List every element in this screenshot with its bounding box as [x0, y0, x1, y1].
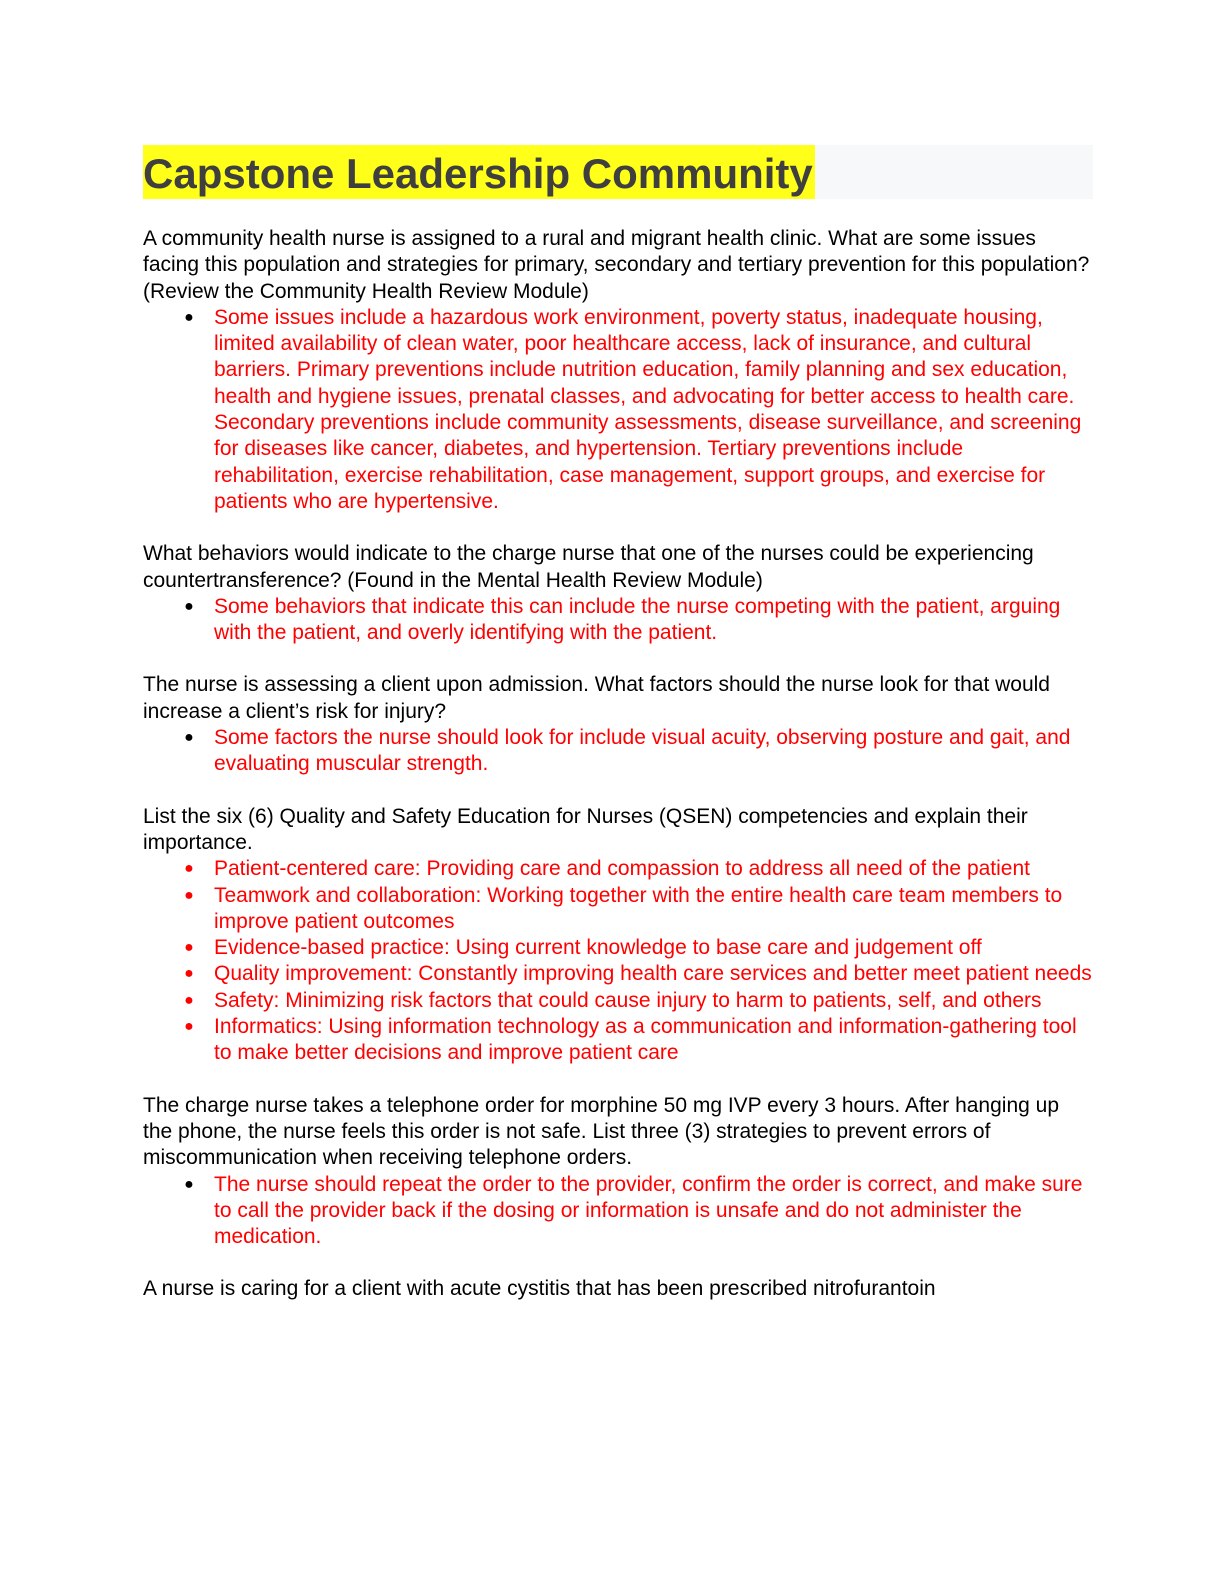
- qa-section: [143, 226, 1093, 515]
- answer-text: Informatics: Using information technology as a communication and information-gathering tool to make better decisions and improve patient care: [214, 1015, 1077, 1065]
- answer-item: [184, 305, 1093, 515]
- question-text: A nurse is caring for a client with acute cystitis that has been prescribed nitrofurantoin: [143, 1277, 936, 1301]
- qa-section: [143, 1093, 1093, 1251]
- answer-item: [184, 594, 1093, 647]
- qa-section: [143, 672, 1093, 777]
- question-text: The nurse is assessing a client upon admission. What factors should the nurse look for that would increase a client’s risk for injury?: [143, 673, 1050, 723]
- question-text: The charge nurse takes a telephone order for morphine 50 mg IVP every 3 hours. After hanging up the phone, the nurse feels this order is not safe. List three (3) strategies to prevent errors of miscommunication when receiving telephone orders.: [143, 1093, 1060, 1170]
- question-text: List the six (6) Quality and Safety Education for Nurses (QSEN) competencies and explain their importance.: [143, 804, 1028, 854]
- answer-item: [184, 935, 1093, 961]
- answer-item: [184, 1014, 1093, 1067]
- bullet-dot-icon: ●: [184, 597, 194, 615]
- bullet-dot-icon: ●: [184, 939, 194, 957]
- bullet-dot-icon: ●: [184, 308, 194, 326]
- answer-item: [184, 883, 1093, 936]
- bullet-dot-icon: ●: [184, 965, 194, 983]
- title-row: [143, 145, 1093, 199]
- document-body: [143, 226, 1093, 1303]
- answer-text: Some issues include a hazardous work environment, poverty status, inadequate housing, limited availability of clean water, poor healthcare access, lack of insurance, and cultural barriers. Primary preventions include nutrition education, family planning and sex education, health and hygiene issues, prenatal classes, and advocating for better access to health care. Secondary preventions include community assessments, disease surveillance, and screening for diseases like cancer, diabetes, and hypertension. Tertiary preventions include rehabilitation, exercise rehabilitation, case management, support groups, and exercise for patients who are hypertensive.: [214, 305, 1082, 513]
- answer-list: [143, 1172, 1093, 1251]
- answer-text: Evidence-based practice: Using current knowledge to base care and judgement off: [214, 936, 982, 960]
- qa-section: [143, 1276, 1093, 1302]
- answer-item: [184, 1172, 1093, 1251]
- answer-text: Some factors the nurse should look for include visual acuity, observing posture and gait, and evaluating muscular strength.: [214, 726, 1071, 776]
- answer-text: Patient-centered care: Providing care and compassion to address all need of the patient: [214, 857, 1030, 881]
- answer-text: Quality improvement: Constantly improving health care services and better meet patient needs: [214, 962, 1092, 986]
- qa-section: [143, 541, 1093, 646]
- bullet-dot-icon: ●: [184, 860, 194, 878]
- question-text: What behaviors would indicate to the charge nurse that one of the nurses could be experiencing countertransference? (Found in the Mental Health Review Module): [143, 542, 1034, 592]
- answer-text: Teamwork and collaboration: Working together with the entire health care team members to improve patient outcomes: [214, 883, 1063, 933]
- answer-text: Some behaviors that indicate this can include the nurse competing with the patient, arguing with the patient, and overly identifying with the patient.: [214, 594, 1061, 645]
- document-page: [143, 145, 1093, 1329]
- answer-item: [184, 988, 1093, 1014]
- answer-text: The nurse should repeat the order to the provider, confirm the order is correct, and make sure to call the provider back if the dosing or information is unsafe and do not administer the medication.: [214, 1172, 1083, 1249]
- bullet-dot-icon: ●: [184, 1175, 194, 1193]
- answer-item: [184, 961, 1093, 987]
- qa-section: [143, 804, 1093, 1067]
- bullet-dot-icon: ●: [184, 886, 194, 904]
- answer-item: [184, 725, 1093, 778]
- bullet-dot-icon: ●: [184, 1018, 194, 1036]
- answer-list: [143, 594, 1093, 647]
- bullet-dot-icon: ●: [184, 729, 194, 747]
- bullet-dot-icon: ●: [184, 991, 194, 1009]
- answer-list: [143, 856, 1093, 1066]
- question-text: A community health nurse is assigned to a rural and migrant health clinic. What are some issues facing this population and strategies for primary, secondary and tertiary prevention for this population? (Review the Community Health Review Module): [143, 227, 1090, 303]
- answer-list: [143, 725, 1093, 778]
- answer-item: [184, 856, 1093, 882]
- answer-list: [143, 305, 1093, 515]
- answer-text: Safety: Minimizing risk factors that could cause injury to harm to patients, self, and others: [214, 988, 1042, 1012]
- document-title: Capstone Leadership Community: [143, 145, 815, 199]
